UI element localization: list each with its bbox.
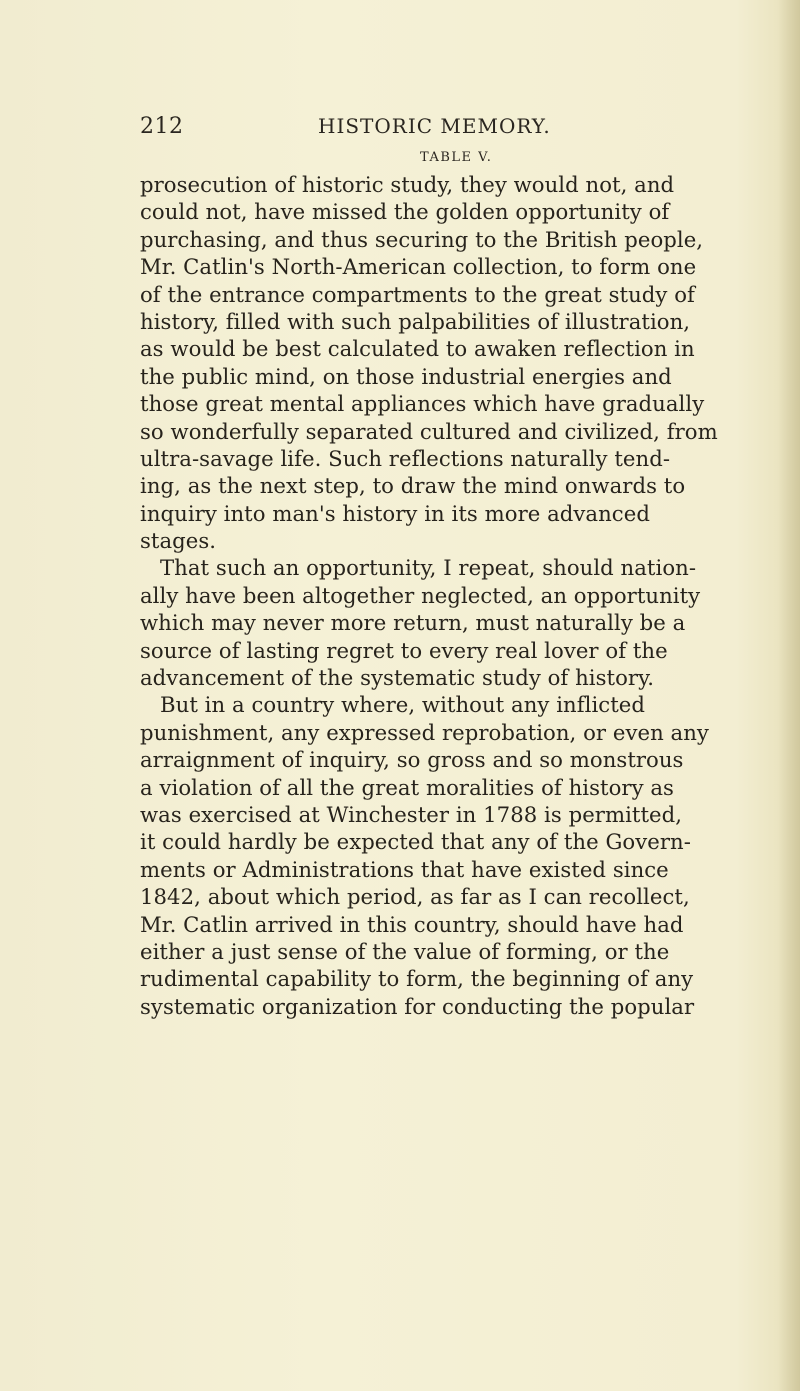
text-line: That such an opportunity, I repeat, should nation- <box>160 555 697 581</box>
text-line: either a just sense of the value of forming, or the <box>140 938 670 964</box>
text-line: those great mental appliances which have gradually <box>140 391 705 417</box>
text-line: punishment, any expressed reprobation, or even any <box>140 719 709 745</box>
text-line: ultra-savage life. Such reflections naturally tend- <box>140 445 671 471</box>
text-line: so wonderfully separated cultured and civilized, from <box>140 418 718 444</box>
text-line: the public mind, on those industrial energies and <box>140 363 672 389</box>
text-line: was exercised at Winchester in 1788 is permitted, <box>140 801 683 827</box>
text-line: ally have been altogether neglected, an opportunity <box>140 582 701 608</box>
text-line: history, filled with such palpabilities of illustration, <box>140 308 691 334</box>
text-line: systematic organization for conducting the popular <box>140 993 695 1019</box>
text-line: as would be best calculated to awaken reflection in <box>140 336 695 362</box>
running-head: HISTORIC MEMORY. <box>318 114 551 138</box>
text-line: which may never more return, must naturally be a <box>140 610 686 636</box>
text-line: ing, as the next step, to draw the mind onwards to <box>140 473 686 499</box>
text-line: purchasing, and thus securing to the British people, <box>140 226 704 252</box>
text-line: 1842, about which period, as far as I can recollect, <box>140 884 690 910</box>
text-line: advancement of the systematic study of history. <box>140 665 655 691</box>
table-label: TABLE V. <box>420 150 493 165</box>
text-line: rudimental capability to form, the beginning of any <box>140 966 694 992</box>
text-line: could not, have missed the golden opportunity of <box>140 199 670 225</box>
text-line: Mr. Catlin's North-American collection, to form one <box>140 254 697 280</box>
text-line: a violation of all the great moralities of history as <box>140 774 674 800</box>
page-edge-shadow <box>778 0 800 1391</box>
text-line: Mr. Catlin arrived in this country, should have had <box>140 911 684 937</box>
text-line: of the entrance compartments to the great study of <box>140 281 695 307</box>
body-text <box>140 171 770 1020</box>
text-line: But in a country where, without any inflicted <box>160 692 645 718</box>
text-line: arraignment of inquiry, so gross and so monstrous <box>140 747 684 773</box>
text-line: stages. <box>140 528 217 554</box>
text-line: inquiry into man's history in its more advanced <box>140 500 650 526</box>
page-number: 212 <box>140 114 184 139</box>
text-line: source of lasting regret to every real lover of the <box>140 637 668 663</box>
text-line: it could hardly be expected that any of the Govern- <box>140 829 691 855</box>
text-line: prosecution of historic study, they would not, and <box>140 172 675 197</box>
text-line: ments or Administrations that have existed since <box>140 856 669 882</box>
